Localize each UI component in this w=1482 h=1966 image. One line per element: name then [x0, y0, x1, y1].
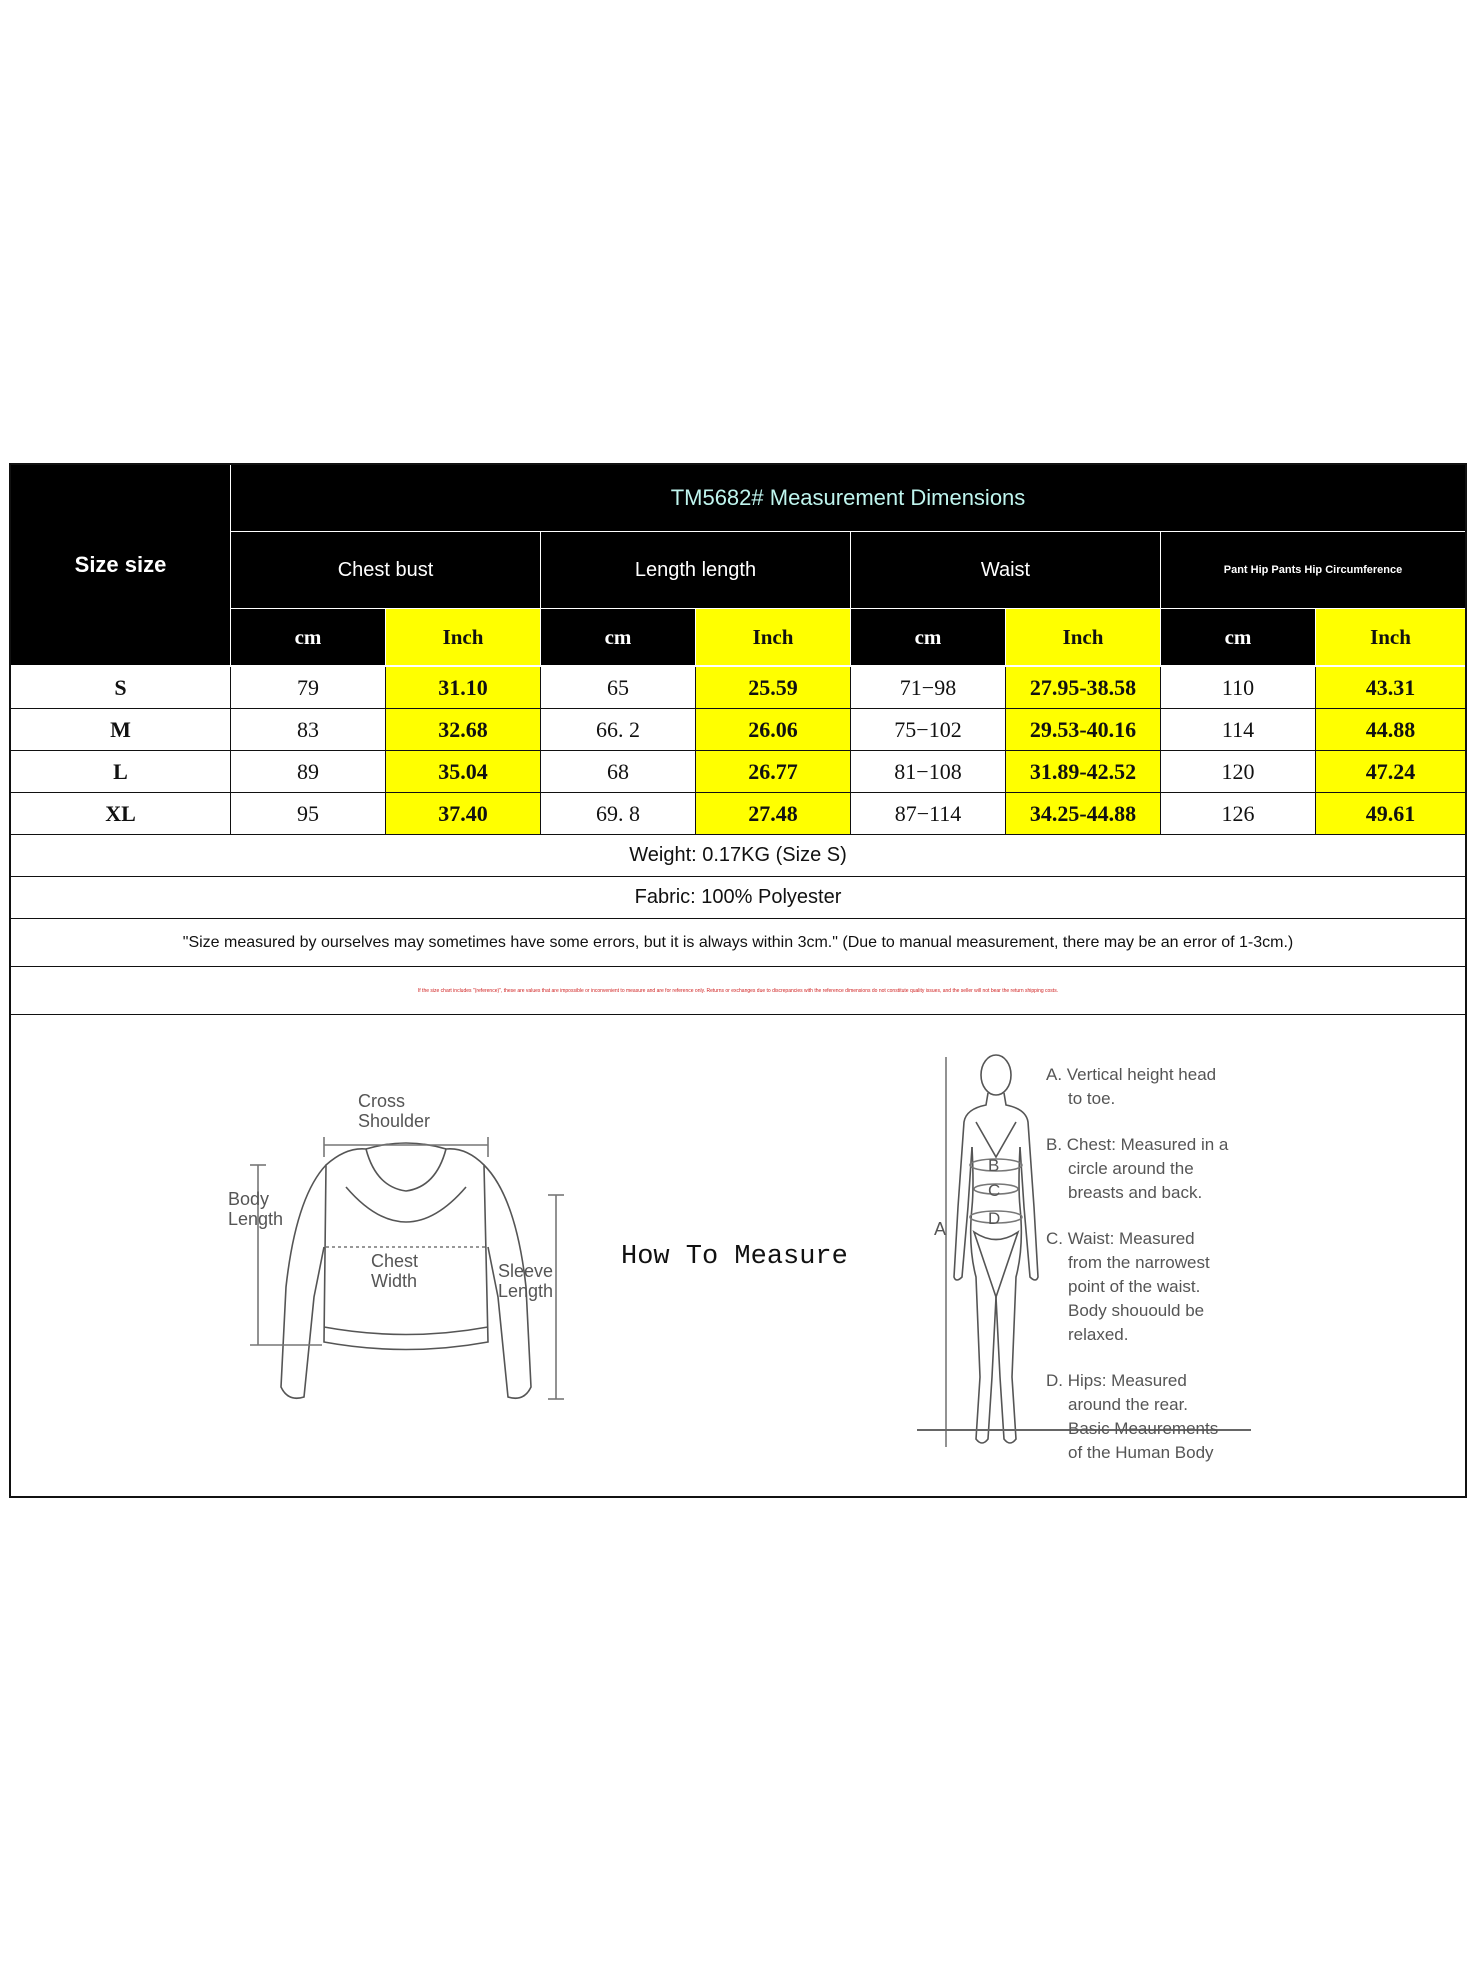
inch-cell: 32.68: [386, 709, 541, 751]
column-header-hip: Pant Hip Pants Hip Circumference: [1161, 532, 1465, 608]
cm-cell: 71−98: [851, 667, 1006, 709]
inch-cell: 27.48: [696, 793, 851, 835]
cm-cell: 81−108: [851, 751, 1006, 793]
cm-cell: 79: [231, 667, 386, 709]
body-letter-d: D: [988, 1209, 1001, 1228]
legend-line: from the narrowest: [1068, 1253, 1210, 1272]
body-length-label: Body: [228, 1189, 270, 1209]
column-header-chest: Chest bust: [231, 532, 540, 608]
inch-cell: 43.31: [1316, 667, 1465, 709]
cm-cell: 95: [231, 793, 386, 835]
body-length-label: Length: [228, 1209, 284, 1229]
unit-cm: cm: [1161, 609, 1315, 665]
legend-line: A. Vertical height head: [1046, 1065, 1217, 1084]
inch-cell: 47.24: [1316, 751, 1465, 793]
unit-cm: cm: [851, 609, 1005, 665]
inch-cell: 25.59: [696, 667, 851, 709]
cm-cell: 83: [231, 709, 386, 751]
legend-line: Body shouould be: [1068, 1301, 1205, 1320]
chest-width-label: Width: [371, 1271, 418, 1291]
unit-inch: Inch: [386, 609, 540, 665]
garment-measurement-diagram: [226, 1087, 586, 1417]
column-header-length: Length length: [541, 532, 850, 608]
cm-cell: 65: [541, 667, 696, 709]
size-chart: [9, 463, 1467, 1498]
inch-cell: 37.40: [386, 793, 541, 835]
body-letter-c: C: [988, 1181, 1001, 1200]
legend-line: relaxed.: [1068, 1325, 1129, 1344]
cm-cell: 69. 8: [541, 793, 696, 835]
chest-width-label: Chest: [371, 1251, 419, 1271]
inch-cell: 44.88: [1316, 709, 1465, 751]
how-to-measure-heading: How To Measure: [621, 1242, 848, 1272]
sleeve-length-label: Sleeve: [498, 1261, 554, 1281]
sleeve-length-label: Length: [498, 1281, 554, 1301]
measurement-legend: [1046, 1063, 1228, 1465]
inch-cell: 49.61: [1316, 793, 1465, 835]
body-letter-b: B: [988, 1156, 1000, 1175]
inch-cell: 34.25-44.88: [1006, 793, 1161, 835]
cm-cell: 126: [1161, 793, 1316, 835]
chart-title: TM5682# Measurement Dimensions: [231, 465, 1465, 531]
legend-line: of the Human Body: [1068, 1443, 1214, 1462]
legend-item: [1046, 1369, 1228, 1465]
inch-cell: 27.95-38.58: [1006, 667, 1161, 709]
unit-cm: cm: [541, 609, 695, 665]
fabric-info: Fabric: 100% Polyester: [11, 877, 1465, 919]
cm-cell: 68: [541, 751, 696, 793]
inch-cell: 31.10: [386, 667, 541, 709]
cross-shoulder-label: Cross: [358, 1091, 406, 1111]
inch-cell: 35.04: [386, 751, 541, 793]
inch-cell: 26.77: [696, 751, 851, 793]
cm-cell: 114: [1161, 709, 1316, 751]
size-label-cell: M: [11, 709, 231, 751]
body-measurement-diagram: [936, 1047, 1056, 1467]
legend-line: circle around the: [1068, 1159, 1194, 1178]
body-letter-a: A: [934, 1219, 947, 1239]
measurement-note: "Size measured by ourselves may sometimes have some errors, but it is always within 3cm." (Due to manual measurement, there may be an error of 1-3cm.): [11, 919, 1465, 967]
legend-line: D. Hips: Measured: [1046, 1371, 1187, 1390]
unit-inch: Inch: [1316, 609, 1465, 665]
weight-info: Weight: 0.17KG (Size S): [11, 835, 1465, 877]
legend-item: [1046, 1227, 1228, 1347]
cm-cell: 110: [1161, 667, 1316, 709]
cm-cell: 87−114: [851, 793, 1006, 835]
legend-line: C. Waist: Measured: [1046, 1229, 1195, 1248]
cross-shoulder-label: Shoulder: [358, 1111, 431, 1131]
unit-inch: Inch: [1006, 609, 1160, 665]
inch-cell: 26.06: [696, 709, 851, 751]
legend-line: breasts and back.: [1068, 1183, 1203, 1202]
inch-cell: 29.53-40.16: [1006, 709, 1161, 751]
legend-line: around the rear.: [1068, 1395, 1189, 1414]
size-label-cell: S: [11, 667, 231, 709]
inch-cell: 31.89-42.52: [1006, 751, 1161, 793]
size-label-cell: XL: [11, 793, 231, 835]
legend-line: B. Chest: Measured in a: [1046, 1135, 1229, 1154]
unit-inch: Inch: [696, 609, 850, 665]
size-column-header: Size size: [11, 465, 230, 665]
legend-item: [1046, 1133, 1228, 1205]
legend-line: point of the waist.: [1068, 1277, 1201, 1296]
legend-line: Basic Meaurements: [1068, 1419, 1219, 1438]
cm-cell: 66. 2: [541, 709, 696, 751]
size-label-cell: L: [11, 751, 231, 793]
column-header-waist: Waist: [851, 532, 1160, 608]
legend-item: [1046, 1063, 1228, 1111]
legend-line: to toe.: [1068, 1089, 1116, 1108]
cm-cell: 75−102: [851, 709, 1006, 751]
how-to-measure-section: [11, 1017, 1465, 1496]
unit-cm: cm: [231, 609, 385, 665]
cm-cell: 120: [1161, 751, 1316, 793]
cm-cell: 89: [231, 751, 386, 793]
reference-disclaimer: If the size chart includes "(reference)", these are values that are impossible or inconvenient to measure and are for reference only. Returns or exchanges due to discrepancies with the reference dimensions do not constitute quality issues, and the seller will not bear the return shipping costs.: [11, 967, 1465, 1015]
